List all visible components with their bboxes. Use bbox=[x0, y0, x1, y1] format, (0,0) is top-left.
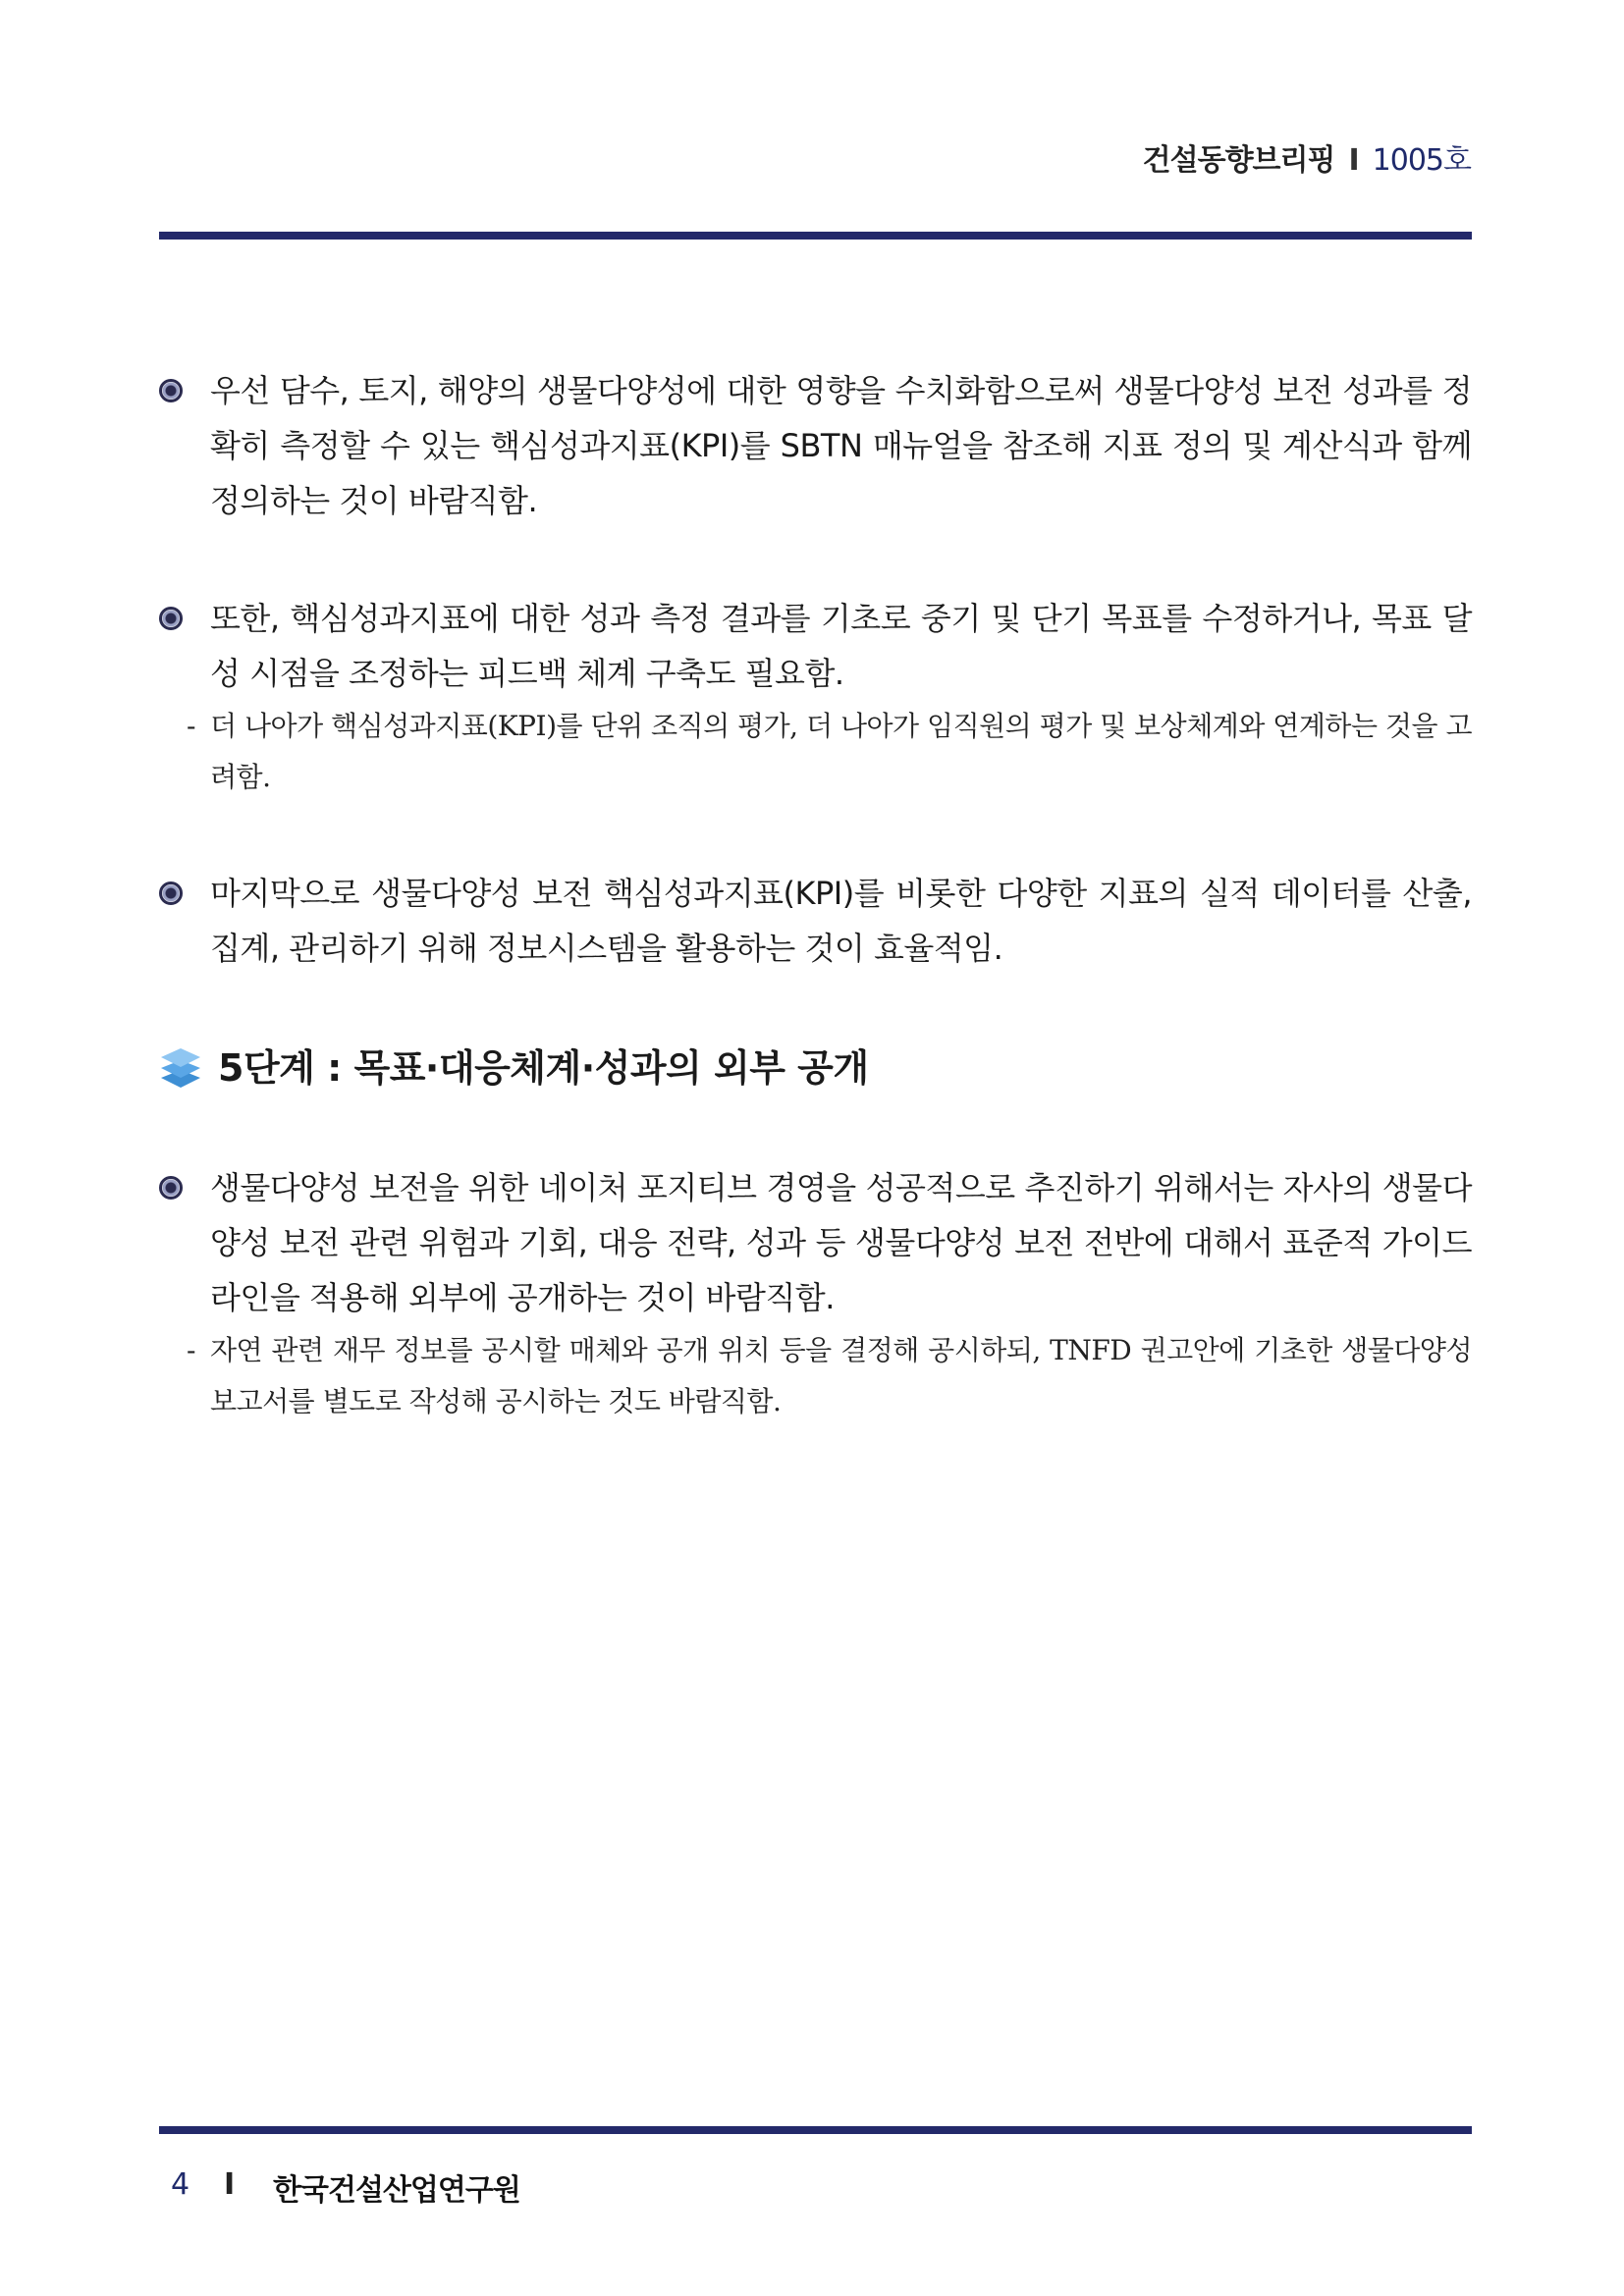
bullet-circle-icon bbox=[159, 379, 183, 402]
bullet-paragraph bbox=[159, 1160, 1472, 1325]
running-header bbox=[1143, 135, 1471, 179]
bullet-circle-icon bbox=[159, 1176, 183, 1200]
dash-marker: - bbox=[187, 710, 195, 742]
page-body bbox=[159, 363, 1472, 1427]
footer-separator: I bbox=[224, 2167, 236, 2202]
section-heading bbox=[159, 1039, 1472, 1097]
footer-rule bbox=[159, 2126, 1472, 2134]
bullet-paragraph bbox=[159, 866, 1472, 976]
bullet-text: 우선 담수, 토지, 해양의 생물다양성에 대한 영향을 수치화함으로써 생물다양성 보전 성과를 정확히 측정할 수 있는 핵심성과지표(KPI)를 SBTN 매뉴얼을 참조해 지표 정의 및 계산식과 함께 정의하는 것이 바람직함. bbox=[210, 372, 1472, 519]
bullet-circle-icon bbox=[159, 607, 183, 630]
bullet-paragraph bbox=[159, 591, 1472, 701]
bullet-circle-icon bbox=[159, 881, 183, 905]
sub-point-text: 자연 관련 재무 정보를 공시할 매체와 공개 위치 등을 결정해 공시하되, TNFD 권고안에 기초한 생물다양성 보고서를 별도로 작성해 공시하는 것도 바람직함. bbox=[210, 1334, 1472, 1417]
header-rule bbox=[159, 232, 1472, 240]
section-title: 5단계 : 목표·대응체계·성과의 외부 공개 bbox=[218, 1046, 869, 1090]
page-number: 4 bbox=[171, 2167, 190, 2202]
issue-number: 1005호 bbox=[1372, 143, 1471, 178]
bullet-paragraph bbox=[159, 363, 1472, 528]
sub-point-text: 더 나아가 핵심성과지표(KPI)를 단위 조직의 평가, 더 나아가 임직원의 평가 및 보상체계와 연계하는 것을 고려함. bbox=[210, 710, 1472, 793]
bullet-text: 또한, 핵심성과지표에 대한 성과 측정 결과를 기초로 중기 및 단기 목표를 수정하거나, 목표 달성 시점을 조정하는 피드백 체계 구축도 필요함. bbox=[210, 600, 1472, 692]
bullet-text: 마지막으로 생물다양성 보전 핵심성과지표(KPI)를 비롯한 다양한 지표의 실적 데이터를 산출, 집계, 관리하기 위해 정보시스템을 활용하는 것이 효율적임. bbox=[210, 875, 1472, 967]
dash-marker: - bbox=[187, 1334, 195, 1366]
publication-title: 건설동향브리핑 bbox=[1142, 143, 1335, 178]
bullet-text: 생물다양성 보전을 위한 네이처 포지티브 경영을 성공적으로 추진하기 위해서는 자사의 생물다양성 보전 관련 위험과 기회, 대응 전략, 성과 등 생물다양성 보전 전반에 대해서 표준적 가이드라인을 적용해 외부에 공개하는 것이 바람직함. bbox=[210, 1169, 1472, 1316]
sub-point bbox=[159, 701, 1472, 803]
layers-icon bbox=[159, 1044, 202, 1092]
header-separator: I bbox=[1348, 143, 1359, 178]
organization-name: 한국건설산업연구원 bbox=[273, 2173, 520, 2208]
sub-point bbox=[159, 1325, 1472, 1427]
